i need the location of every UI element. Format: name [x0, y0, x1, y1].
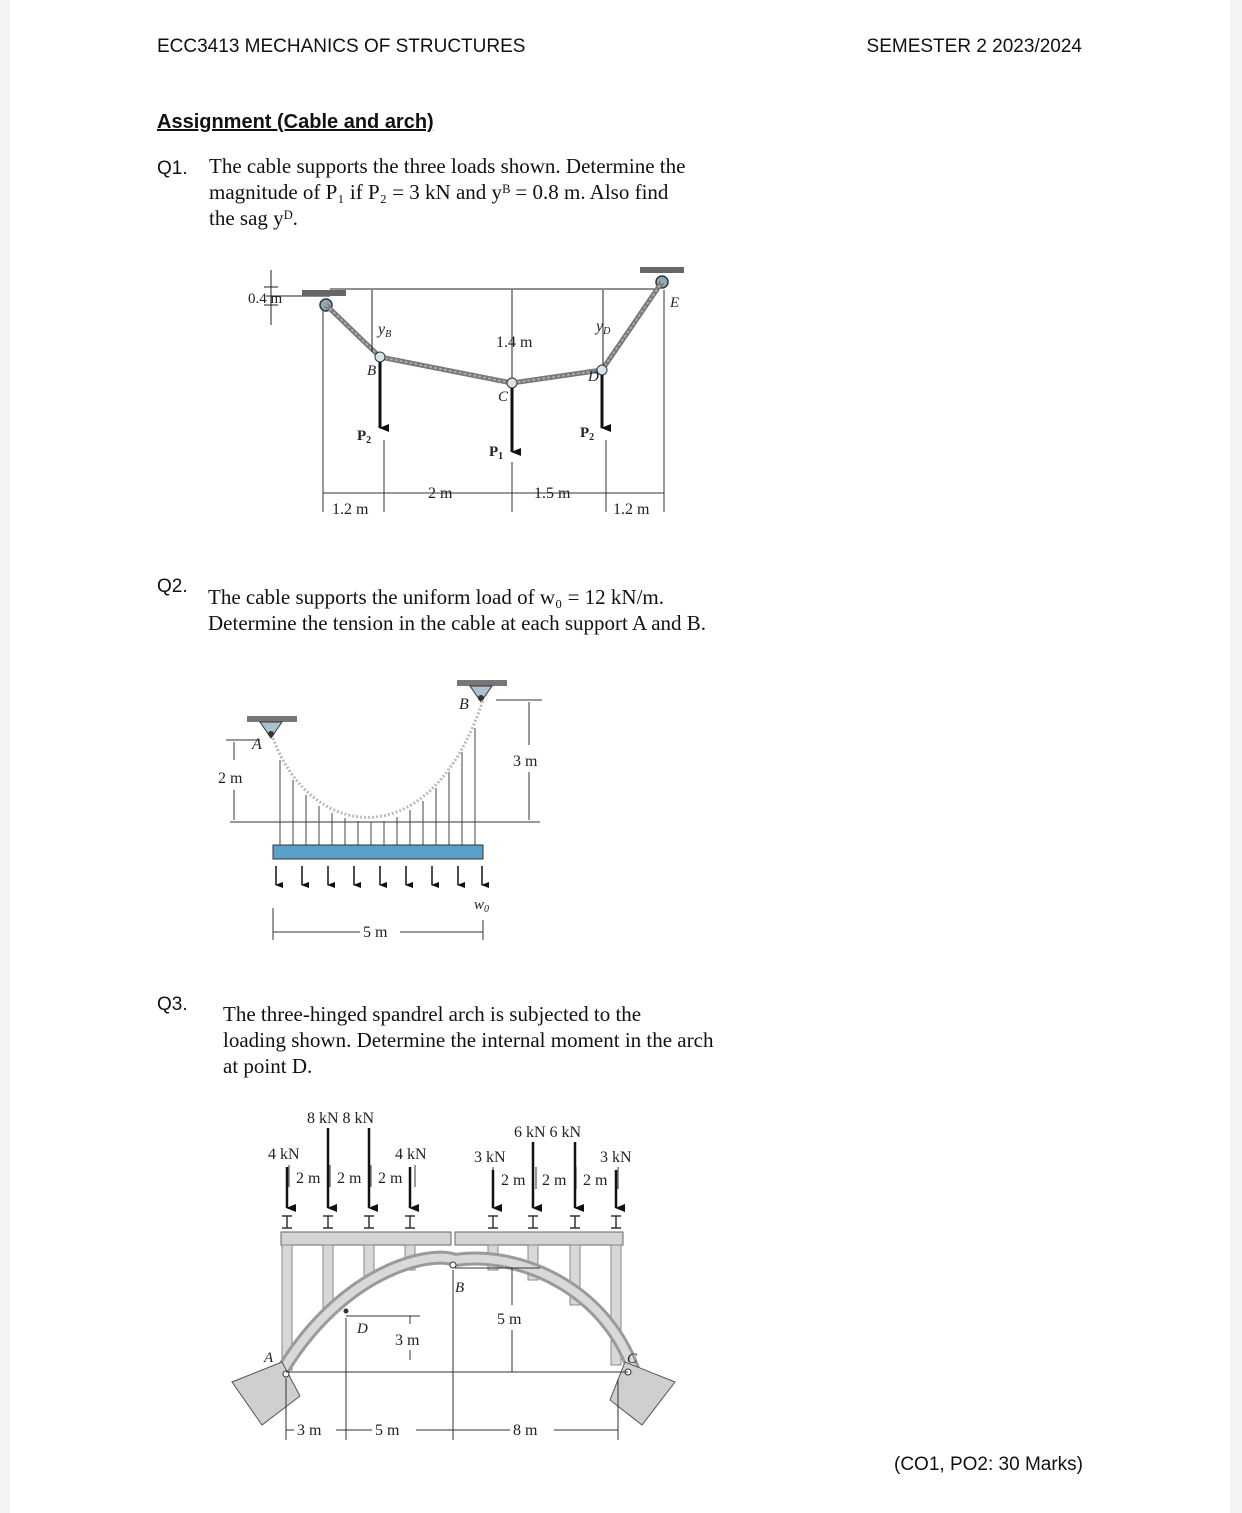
q3-left-top-loads: 8 kN 8 kN [307, 1110, 375, 1127]
q1-dim-mid: 1.4 m [496, 334, 533, 351]
q1-span-2: 2 m [428, 485, 453, 502]
q3-point-A: A [264, 1350, 274, 1366]
course-title: ECC3413 MECHANICS OF STRUCTURES [157, 36, 526, 57]
deck-left [281, 1232, 451, 1245]
q3-right-top-loads: 6 kN 6 kN [514, 1124, 582, 1141]
q3-left-load-a: 4 kN [268, 1146, 300, 1163]
q3-point-D: D [357, 1321, 368, 1337]
q3-right-load-a: 3 kN [474, 1149, 506, 1166]
q3-line: loading shown. Determine the internal moment in the arch [223, 1028, 714, 1052]
q1-point-B: B [367, 363, 377, 379]
q1-span-4: 1.2 m [613, 501, 650, 518]
q3-right-spacing: 2 m [542, 1172, 567, 1189]
q3-figure [10, 0, 1230, 1513]
deck-right [455, 1232, 623, 1245]
q3-left-load-b: 4 kN [395, 1146, 427, 1163]
q1-line: the sag yᴰ. [209, 206, 298, 230]
q1-point-E: E [670, 295, 680, 311]
q2-line: The cable supports the uniform load of w₀ = 12 kN/m. [208, 585, 664, 609]
q3-point-C: C [627, 1351, 638, 1367]
q3-bottom-dim: 5 m [375, 1422, 400, 1439]
q3-point-B: B [455, 1280, 465, 1296]
marks-label: (CO1, PO2: 30 Marks) [894, 1454, 1083, 1475]
q1-load-mid: $P_1$ [489, 444, 504, 462]
q3-line: at point D. [223, 1054, 313, 1078]
bearing-marks [282, 1216, 621, 1228]
q3-left-spacing: 2 m [378, 1170, 403, 1187]
q3-right-spacing: 2 m [583, 1172, 608, 1189]
q1-point-D: D [588, 369, 599, 385]
q2-load-label: $w_0$ [474, 897, 490, 915]
q2-line: Determine the tension in the cable at each support A and B. [208, 611, 707, 635]
q2-point-B: B [459, 696, 469, 713]
q1-number: Q1. [157, 158, 188, 179]
document-page [10, 0, 1230, 1513]
q3-bottom-dim: 3 m [297, 1422, 322, 1439]
q3-number: Q3. [157, 994, 188, 1015]
abutment-right [610, 1362, 675, 1425]
q1-point-C: C [498, 389, 509, 405]
q2-number: Q2. [157, 576, 188, 597]
q3-left-spacing: 2 m [337, 1170, 362, 1187]
q1-span-1: 1.2 m [332, 501, 369, 518]
q1-yD: yD [596, 318, 611, 337]
q3-right-spacing: 2 m [501, 1172, 526, 1189]
q1-line: magnitude of P₁ if P₂ = 3 kN and yᴮ = 0.8 m. Also find [209, 180, 669, 204]
q1-load-right: $P_2$ [580, 425, 595, 443]
q2-dim-left: 2 m [218, 770, 243, 787]
q3-dim-B: 5 m [497, 1311, 522, 1328]
semester-label: SEMESTER 2 2023/2024 [866, 36, 1082, 57]
q2-dim-right: 3 m [513, 753, 538, 770]
q1-span-3: 1.5 m [534, 485, 571, 502]
q3-bottom-dim: 8 m [513, 1422, 538, 1439]
q3-right-load-b: 3 kN [600, 1149, 632, 1166]
q2-span: 5 m [363, 924, 388, 941]
q1-yB: yB [378, 321, 392, 340]
q1-dim-top: 0.4 m [248, 291, 283, 307]
q1-line: The cable supports the three loads shown. Determine the [209, 154, 686, 178]
assignment-title: Assignment (Cable and arch) [157, 111, 434, 133]
q3-line: The three-hinged spandrel arch is subjected to the [223, 1002, 642, 1026]
q1-load-left: $P_2$ [357, 428, 372, 446]
q2-point-A: A [252, 736, 262, 753]
q3-left-spacing: 2 m [296, 1170, 321, 1187]
q3-dim-D: 3 m [395, 1332, 420, 1349]
